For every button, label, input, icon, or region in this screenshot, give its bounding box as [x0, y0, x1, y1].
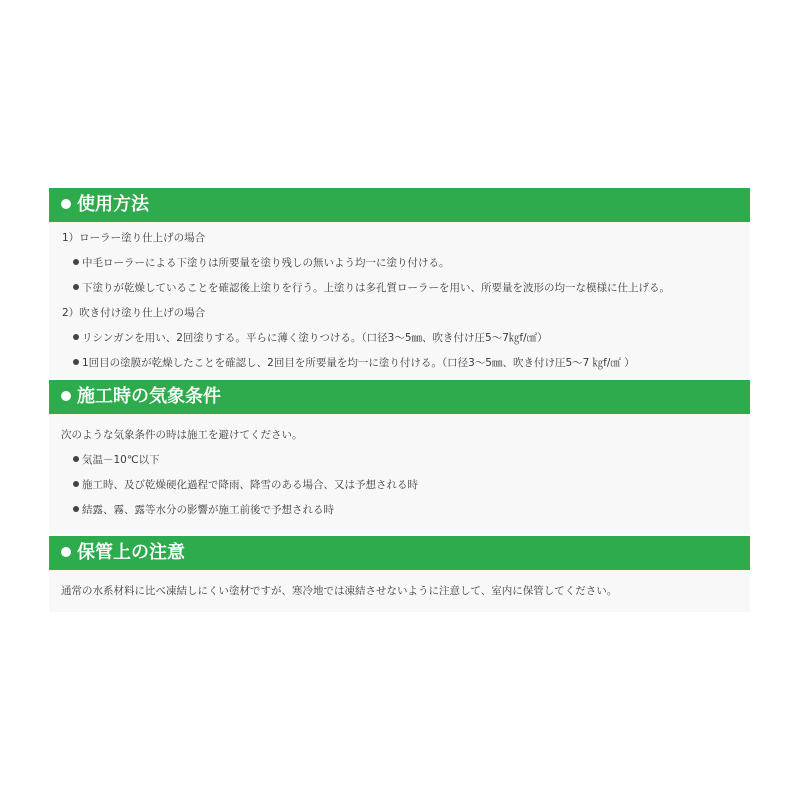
storage-section-title: 保管上の注意 [77, 542, 185, 563]
usage-section-title: 使用方法 [77, 194, 149, 215]
bullet-icon [73, 359, 79, 365]
bullet-icon [73, 481, 79, 487]
bullet-icon [73, 284, 79, 290]
list-item-text: リシンガンを用い、2回塗りする。平らに薄く塗りつける。（口径3～5㎜、吹き付け圧5～7㎏f/㎠） [82, 332, 548, 344]
storage-section-body [49, 570, 750, 612]
header-bullet-icon [61, 547, 71, 557]
list-item [49, 276, 750, 301]
list-item [49, 326, 750, 351]
bullet-icon [73, 456, 79, 462]
list-item [49, 498, 750, 523]
spray-heading: 2）吹き付け塗り仕上げの場合 [62, 307, 206, 319]
list-item [49, 448, 750, 473]
list-item [49, 473, 750, 498]
list-item-text: 気温－10℃以下 [82, 454, 160, 466]
list-item [49, 251, 750, 276]
usage-section [49, 188, 750, 379]
header-bullet-icon [61, 199, 71, 209]
weather-section-title: 施工時の気象条件 [77, 386, 221, 407]
weather-section-body [49, 414, 750, 534]
bullet-icon [73, 506, 79, 512]
list-item-text: 1回目の塗膜が乾燥したことを確認し、2回目を所要量を均一に塗り付ける。（口径3～5㎜、吹き付け圧5～7 ㎏f/㎠ ） [82, 357, 635, 369]
header-bullet-icon [61, 391, 71, 401]
storage-text: 通常の水系材料に比べ凍結しにくい塗材ですが、寒冷地では凍結させないように注意して、室内に保管してください。 [61, 585, 618, 597]
list-item-text: 結露、霧、露等水分の影響が施工前後で予想される時 [82, 504, 334, 516]
list-item-text: 下塗りが乾燥していることを確認後上塗りを行う。上塗りは多孔質ローラーを用い、所要量を波形の均一な模様に仕上げる。 [82, 282, 670, 294]
weather-section-header [49, 380, 750, 414]
weather-intro: 次のような気象条件の時は施工を避けてください。 [61, 429, 303, 441]
storage-section-header [49, 536, 750, 570]
list-item-text: 施工時、及び乾燥硬化過程で降雨、降雪のある場合、又は予想される時 [82, 479, 418, 491]
list-item-text: 中毛ローラーによる下塗りは所要量を塗り残しの無いよう均一に塗り付ける。 [82, 257, 450, 269]
list-item [49, 351, 750, 376]
storage-section [49, 536, 750, 612]
roller-heading: 1）ローラー塗り仕上げの場合 [62, 232, 206, 244]
bullet-icon [73, 334, 79, 340]
usage-section-body [49, 222, 750, 379]
usage-section-header [49, 188, 750, 222]
weather-section [49, 380, 750, 534]
bullet-icon [73, 259, 79, 265]
